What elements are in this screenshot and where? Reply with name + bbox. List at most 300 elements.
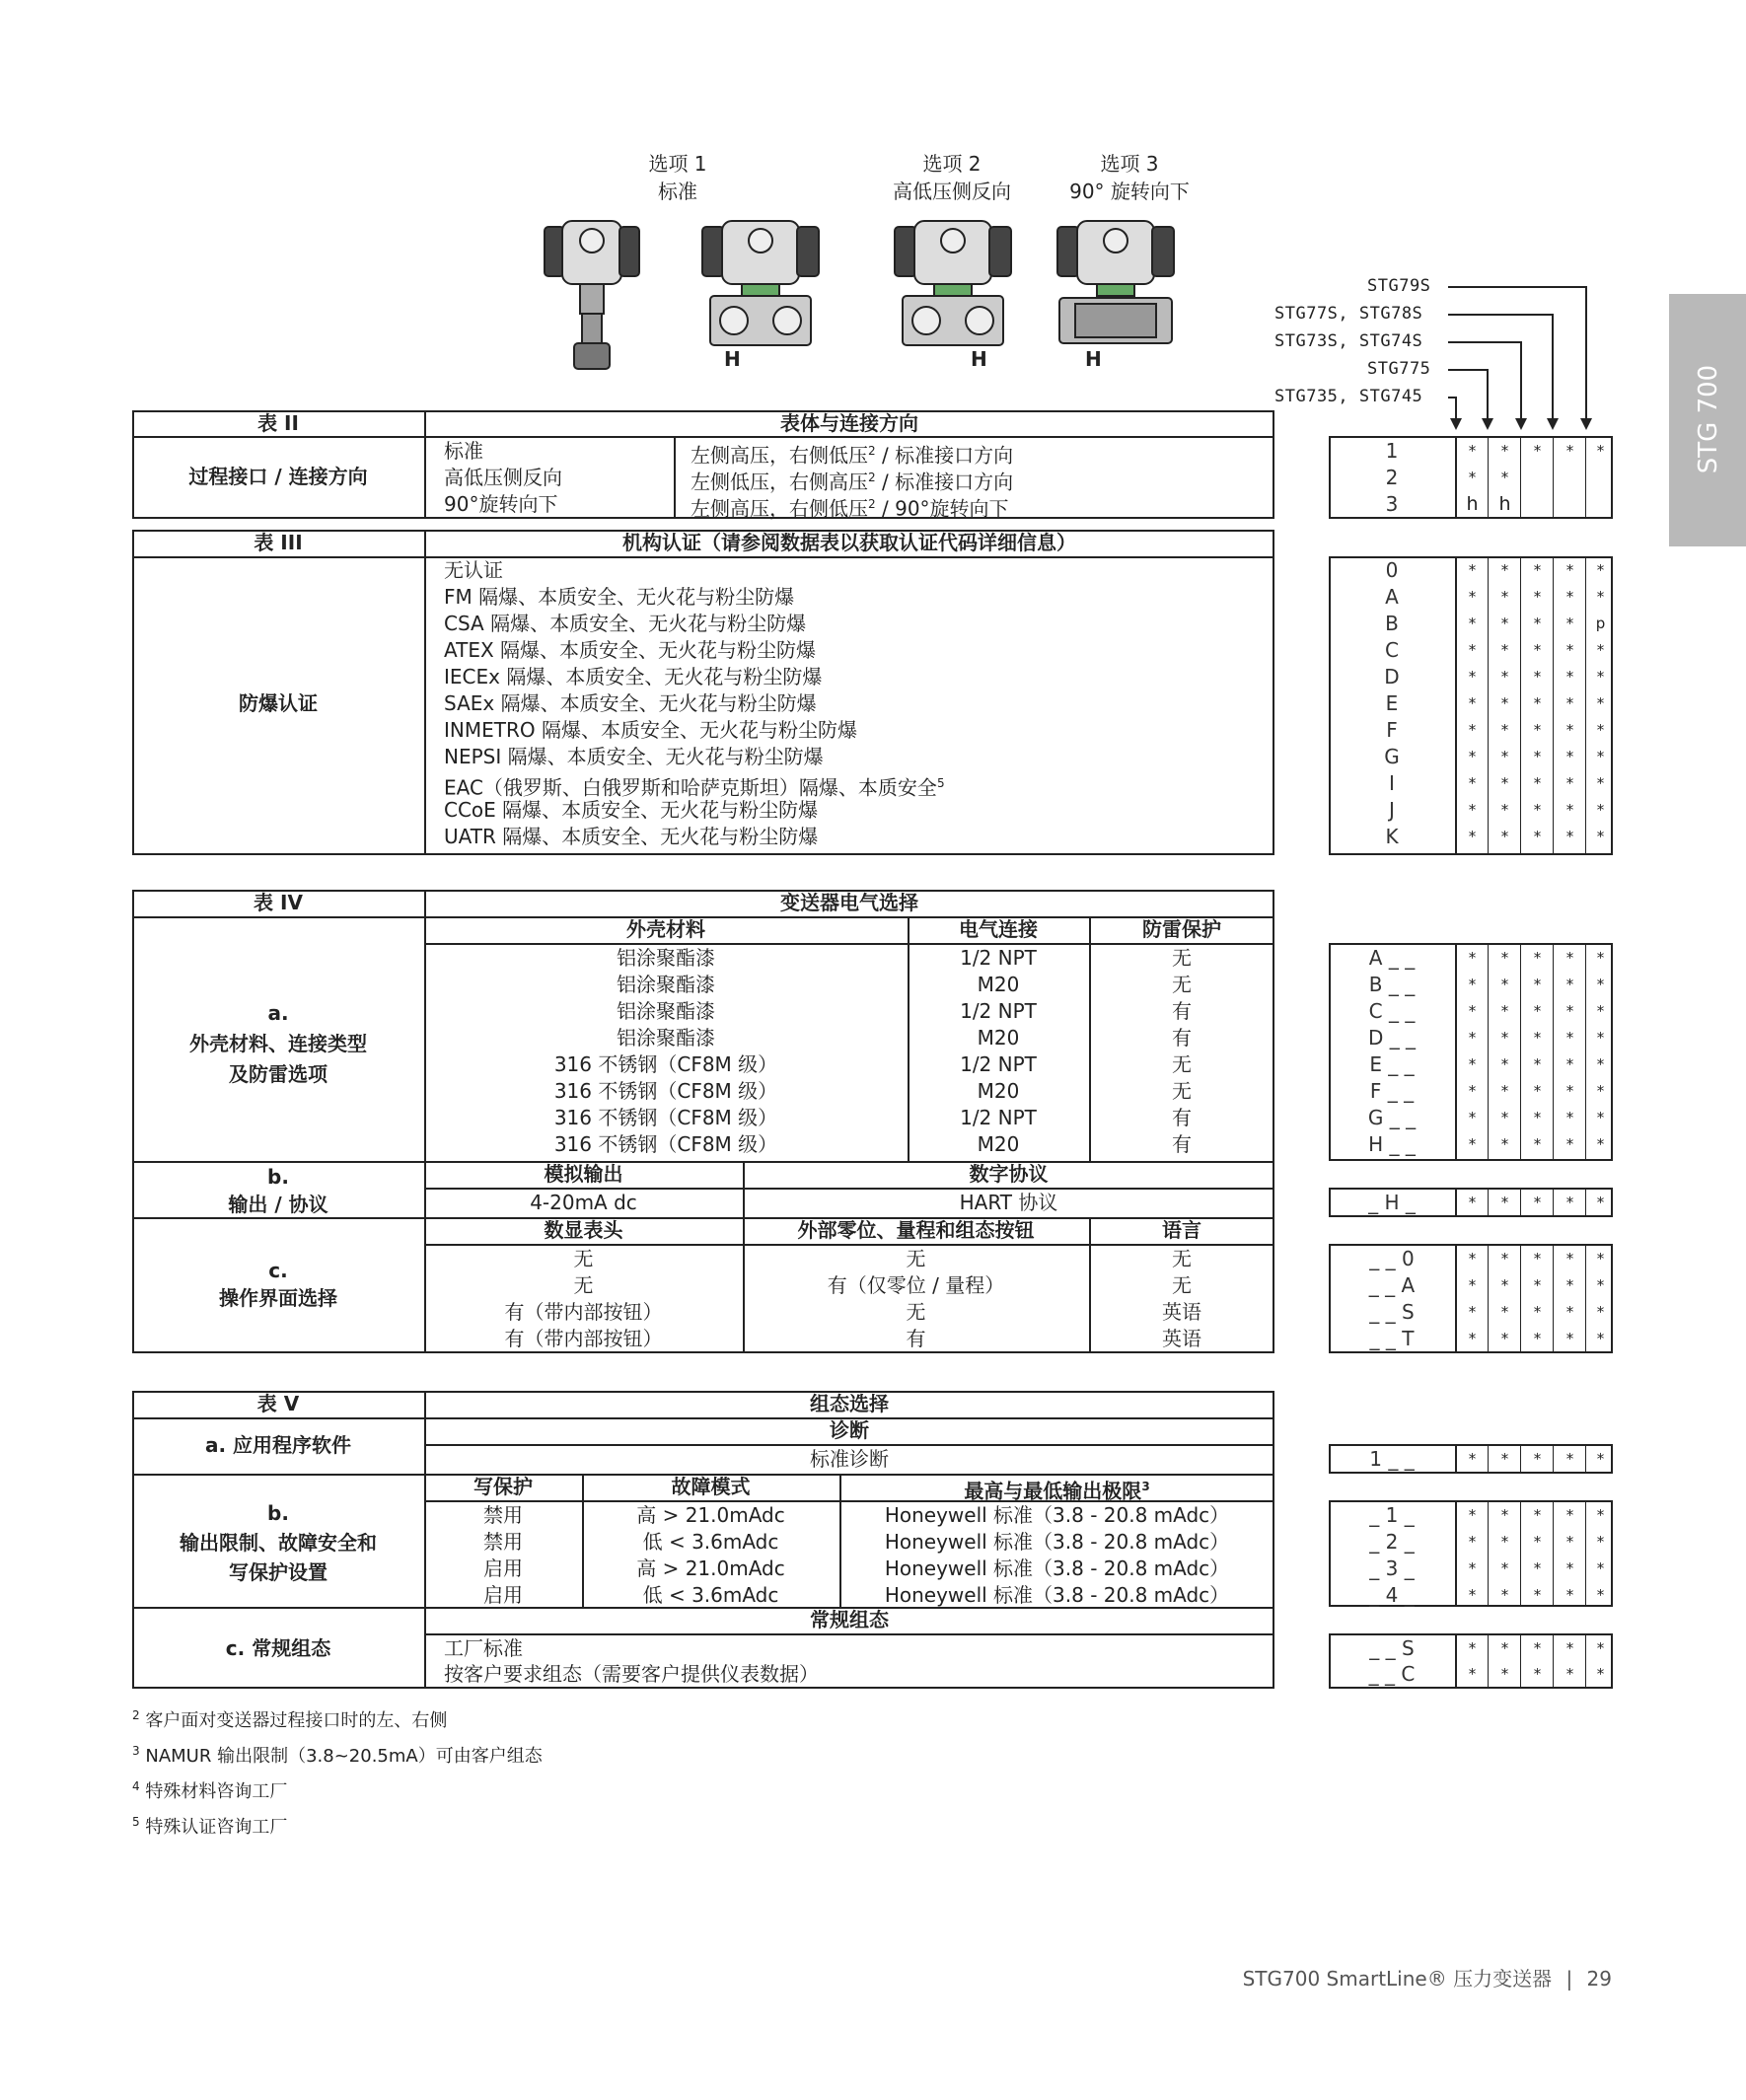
- housing-material: 铝涂聚酯漆: [617, 1026, 715, 1050]
- availability-mark: *: [1500, 1250, 1509, 1267]
- option-title: 选项 2: [922, 152, 982, 176]
- option-title: 选项 1: [648, 152, 707, 176]
- availability-mark: *: [1533, 1533, 1542, 1551]
- availability-mark: *: [1565, 1082, 1574, 1100]
- availability-mark: *: [1500, 1029, 1509, 1047]
- table-label: 表 II: [257, 411, 299, 435]
- availability-mark: *: [1468, 1533, 1477, 1551]
- availability-mark: *: [1596, 442, 1605, 460]
- option-desc: 90° 旋转向下: [1069, 180, 1190, 203]
- option-code: I: [1389, 771, 1395, 795]
- electrical-connection: 1/2 NPT: [960, 999, 1037, 1023]
- availability-mark: *: [1596, 1135, 1605, 1153]
- page-number: 29: [1586, 1967, 1612, 1991]
- availability-mark: h: [1466, 493, 1479, 515]
- availability-mark: *: [1565, 801, 1574, 819]
- h-mark: H: [1085, 347, 1102, 371]
- transmitter-illustrations: [533, 217, 1203, 375]
- lightning-protection: 有: [1172, 1132, 1192, 1156]
- cert-option: CSA 隔爆、本质安全、无火花与粉尘防爆: [444, 612, 807, 635]
- availability-mark: *: [1596, 1586, 1605, 1604]
- display-option: 有（带内部按钮）: [504, 1300, 663, 1324]
- availability-mark: *: [1533, 949, 1542, 967]
- availability-mark: *: [1596, 1109, 1605, 1126]
- cert-option: IECEx 隔爆、本质安全、无火花与粉尘防爆: [444, 665, 823, 688]
- analog-output: 4-20mA dc: [530, 1191, 637, 1214]
- option-code: _ _ 0: [1369, 1247, 1415, 1270]
- footnote-ref: 5: [936, 776, 945, 790]
- availability-mark: *: [1596, 976, 1605, 993]
- option-code: F: [1386, 718, 1398, 742]
- option-code: C _ _: [1368, 999, 1416, 1023]
- desc-tail: / 90°旋转向下: [875, 496, 1009, 521]
- housing-material: 316 不锈钢（CF8M 级）: [553, 1132, 778, 1156]
- availability-mark: *: [1468, 774, 1477, 792]
- availability-mark: *: [1533, 1135, 1542, 1153]
- table-title: 变送器电气选择: [780, 891, 918, 914]
- footnote: [132, 1701, 543, 1736]
- availability-mark: *: [1500, 1665, 1509, 1683]
- availability-mark: *: [1468, 442, 1477, 460]
- option-code: _ 1 _: [1369, 1503, 1415, 1527]
- availability-mark: *: [1500, 748, 1509, 765]
- option-code: A _ _: [1368, 946, 1416, 970]
- row-label: 过程接口 / 连接方向: [188, 465, 368, 488]
- availability-mark: *: [1468, 721, 1477, 739]
- availability-mark: *: [1533, 1276, 1542, 1294]
- section-letter: c.: [268, 1259, 288, 1282]
- option-code: A: [1385, 585, 1399, 609]
- cert-option: ATEX 隔爆、本质安全、无火花与粉尘防爆: [444, 638, 817, 662]
- electrical-connection: M20: [977, 973, 1020, 996]
- desc-text: 左侧高压，右侧低压: [691, 496, 868, 521]
- availability-mark: *: [1565, 1055, 1574, 1073]
- col-header: 外部零位、量程和组态按钮: [797, 1218, 1035, 1242]
- model-label: STG77S, STG78S: [1274, 304, 1423, 324]
- availability-mark: *: [1533, 1506, 1542, 1524]
- col-header: 常规组态: [810, 1608, 889, 1631]
- availability-mark: *: [1533, 721, 1542, 739]
- section-text: 输出 / 协议: [228, 1193, 328, 1216]
- col-header: 模拟输出: [544, 1162, 623, 1186]
- footnote: [132, 1736, 543, 1772]
- option-name: 90°旋转向下: [444, 492, 558, 516]
- button-option: 有（仅零位 / 量程）: [827, 1273, 1005, 1297]
- option-code: D _ _: [1367, 1026, 1417, 1050]
- display-option: 无: [573, 1273, 594, 1297]
- table-title: 机构认证（请参阅数据表以获取认证代码详细信息）: [622, 531, 1076, 554]
- section-b-label: [132, 1163, 424, 1218]
- model-label: STG79S: [1367, 276, 1431, 296]
- availability-mark: *: [1596, 561, 1605, 579]
- availability-mark: *: [1468, 828, 1477, 845]
- section-text: 输出限制、故障安全和: [180, 1531, 377, 1555]
- cert-option: CCoE 隔爆、本质安全、无火花与粉尘防爆: [444, 798, 819, 822]
- availability-mark: *: [1565, 694, 1574, 712]
- availability-mark: *: [1468, 748, 1477, 765]
- availability-mark: *: [1500, 1559, 1509, 1577]
- availability-mark: *: [1596, 1194, 1605, 1211]
- availability-mark: *: [1533, 1303, 1542, 1321]
- availability-mark: *: [1565, 588, 1574, 606]
- option-code: 3: [1385, 492, 1399, 516]
- section-b-label: [132, 1498, 424, 1587]
- option-desc: [691, 491, 1009, 523]
- availability-mark: *: [1533, 1559, 1542, 1577]
- dp-transmitter-illustration-2: [895, 221, 1011, 345]
- footnote-text: NAMUR 输出限制（3.8~20.5mA）可由客户组态: [145, 1746, 543, 1767]
- availability-mark: *: [1533, 1330, 1542, 1347]
- availability-mark: *: [1596, 949, 1605, 967]
- table-title: 表体与连接方向: [780, 411, 918, 435]
- availability-mark: *: [1565, 1303, 1574, 1321]
- footnote-number: 3: [132, 1744, 140, 1758]
- availability-mark: *: [1468, 615, 1477, 632]
- option-code: D: [1384, 665, 1400, 688]
- availability-mark: *: [1533, 1109, 1542, 1126]
- availability-mark: *: [1565, 1665, 1574, 1683]
- option-code: K: [1385, 825, 1399, 848]
- availability-mark: *: [1596, 1533, 1605, 1551]
- dp-transmitter-illustration-3: [1057, 221, 1174, 343]
- availability-mark: *: [1596, 1330, 1605, 1347]
- cert-option: INMETRO 隔爆、本质安全、无火花与粉尘防爆: [444, 718, 857, 742]
- side-tab: [1669, 294, 1746, 546]
- config-option: 按客户要求组态（需要客户提供仪表数据）: [444, 1662, 819, 1686]
- row-label: 防爆认证: [239, 691, 318, 715]
- section-text: 及防雷选项: [229, 1062, 327, 1086]
- availability-mark: *: [1468, 1109, 1477, 1126]
- availability-mark: *: [1596, 774, 1605, 792]
- electrical-connection: 1/2 NPT: [960, 1052, 1037, 1076]
- availability-mark: *: [1468, 1135, 1477, 1153]
- footnote-ref: 2: [868, 471, 876, 484]
- page-footer: [1243, 1963, 1612, 1991]
- housing-material: 316 不锈钢（CF8M 级）: [553, 1052, 778, 1076]
- availability-mark: *: [1565, 442, 1574, 460]
- electrical-connection: 1/2 NPT: [960, 946, 1037, 970]
- availability-mark: *: [1533, 641, 1542, 659]
- diagnostics-option: 标准诊断: [810, 1447, 889, 1471]
- display-option: 无: [573, 1247, 594, 1270]
- availability-mark: *: [1500, 1450, 1509, 1468]
- availability-mark: *: [1468, 976, 1477, 993]
- availability-mark: *: [1533, 801, 1542, 819]
- col-header: 语言: [1162, 1218, 1201, 1242]
- col-header: 诊断: [830, 1418, 869, 1442]
- availability-mark: *: [1500, 1002, 1509, 1020]
- availability-mark: *: [1500, 1586, 1509, 1604]
- availability-mark: h: [1498, 493, 1511, 515]
- availability-mark: *: [1533, 748, 1542, 765]
- footnote: [132, 1807, 543, 1843]
- availability-mark: *: [1500, 1303, 1509, 1321]
- option-2-caption: [868, 150, 1036, 205]
- availability-mark: *: [1596, 801, 1605, 819]
- section-letter: b.: [267, 1501, 289, 1525]
- electrical-connection: M20: [977, 1079, 1020, 1103]
- availability-mark: *: [1565, 1029, 1574, 1047]
- availability-mark: *: [1533, 1082, 1542, 1100]
- availability-mark: *: [1500, 1330, 1509, 1347]
- housing-material: 铝涂聚酯漆: [617, 946, 715, 970]
- availability-mark: *: [1596, 1665, 1605, 1683]
- col-header: 数字协议: [969, 1162, 1049, 1186]
- availability-mark: *: [1596, 1639, 1605, 1657]
- availability-mark: *: [1468, 1029, 1477, 1047]
- availability-mark: *: [1533, 615, 1542, 632]
- availability-mark: *: [1596, 668, 1605, 686]
- lightning-protection: 有: [1172, 1026, 1192, 1050]
- availability-mark: *: [1565, 721, 1574, 739]
- availability-mark: *: [1565, 1639, 1574, 1657]
- failsafe-mode: 高 > 21.0mAdc: [636, 1557, 785, 1580]
- side-tab-label: STG 700: [1694, 364, 1723, 474]
- model-label: STG73S, STG74S: [1274, 331, 1423, 351]
- availability-mark: *: [1468, 1002, 1477, 1020]
- h-mark: H: [971, 347, 987, 371]
- availability-mark: *: [1565, 949, 1574, 967]
- availability-mark: *: [1468, 949, 1477, 967]
- language-option: 无: [1172, 1247, 1192, 1270]
- housing-material: 316 不锈钢（CF8M 级）: [553, 1079, 778, 1103]
- option-code: _ 2 _: [1369, 1530, 1415, 1554]
- electrical-connection: M20: [977, 1026, 1020, 1050]
- availability-mark: *: [1533, 668, 1542, 686]
- footnote-text: 特殊认证咨询工厂: [145, 1817, 288, 1838]
- lightning-protection: 无: [1172, 973, 1192, 996]
- availability-mark: *: [1565, 1250, 1574, 1267]
- col-header-text: 最高与最低输出极限: [964, 1479, 1142, 1503]
- availability-mark: *: [1596, 1055, 1605, 1073]
- option-code: B: [1385, 612, 1399, 635]
- button-option: 无: [906, 1300, 926, 1324]
- option-code: J: [1389, 798, 1395, 822]
- availability-mark: *: [1500, 641, 1509, 659]
- language-option: 英语: [1162, 1300, 1201, 1324]
- availability-mark: *: [1533, 442, 1542, 460]
- availability-mark: *: [1565, 976, 1574, 993]
- availability-mark: *: [1565, 615, 1574, 632]
- availability-mark: *: [1533, 561, 1542, 579]
- availability-mark: *: [1565, 828, 1574, 845]
- failsafe-mode: 低 < 3.6mAdc: [642, 1530, 779, 1554]
- availability-mark: *: [1468, 588, 1477, 606]
- footnote-text: 客户面对变送器过程接口时的左、右侧: [145, 1710, 448, 1731]
- option-name: 高低压侧反向: [444, 466, 562, 489]
- option-3-caption: [1046, 150, 1213, 205]
- availability-mark: *: [1533, 1450, 1542, 1468]
- availability-mark: *: [1468, 1506, 1477, 1524]
- availability-mark: *: [1596, 828, 1605, 845]
- availability-mark: *: [1500, 1639, 1509, 1657]
- desc-tail: / 标准接口方向: [875, 443, 1014, 468]
- availability-mark: *: [1468, 1276, 1477, 1294]
- failsafe-mode: 高 > 21.0mAdc: [636, 1503, 785, 1527]
- footnote-ref: 3: [1141, 1480, 1150, 1493]
- cert-option: FM 隔爆、本质安全、无火花与粉尘防爆: [444, 585, 795, 609]
- availability-mark: *: [1565, 774, 1574, 792]
- option-desc: 标准: [658, 180, 697, 203]
- availability-mark: *: [1596, 1450, 1605, 1468]
- availability-mark: p: [1595, 615, 1606, 632]
- availability-mark: *: [1565, 1330, 1574, 1347]
- availability-mark: *: [1468, 694, 1477, 712]
- availability-mark: *: [1500, 721, 1509, 739]
- model-arrows: [1440, 276, 1608, 434]
- section-text: 操作界面选择: [219, 1286, 337, 1310]
- footnote: [132, 1772, 543, 1807]
- option-code: 0: [1385, 558, 1399, 582]
- digital-protocol: HART 协议: [959, 1191, 1058, 1214]
- footnote-text: 特殊材料咨询工厂: [145, 1781, 288, 1802]
- write-protect: 禁用: [483, 1530, 523, 1554]
- availability-mark: *: [1500, 1533, 1509, 1551]
- availability-mark: *: [1500, 1276, 1509, 1294]
- option-code: 2: [1385, 466, 1399, 489]
- availability-mark: *: [1500, 1055, 1509, 1073]
- availability-mark: *: [1468, 801, 1477, 819]
- availability-mark: *: [1596, 1250, 1605, 1267]
- availability-mark: *: [1500, 668, 1509, 686]
- failsafe-mode: 低 < 3.6mAdc: [642, 1583, 779, 1607]
- availability-mark: *: [1533, 1029, 1542, 1047]
- section-text: 外壳材料、连接类型: [189, 1032, 367, 1055]
- col-header: 防雷保护: [1142, 917, 1221, 941]
- option-code: G: [1384, 745, 1400, 768]
- footnote-ref: 2: [868, 497, 876, 511]
- option-code: _ _ S: [1369, 1636, 1415, 1660]
- write-protect: 启用: [483, 1557, 523, 1580]
- option-code: B _ _: [1368, 973, 1416, 996]
- cert-text: EAC（俄罗斯、白俄罗斯和哈萨克斯坦）隔爆、本质安全: [444, 775, 937, 800]
- language-option: 英语: [1162, 1327, 1201, 1350]
- footnote-ref: 2: [868, 444, 876, 458]
- availability-mark: *: [1533, 588, 1542, 606]
- availability-mark: *: [1596, 588, 1605, 606]
- button-option: 无: [906, 1247, 926, 1270]
- table-label: 表 IV: [254, 891, 303, 914]
- option-code: E: [1385, 691, 1399, 715]
- availability-mark: *: [1500, 469, 1509, 486]
- output-limits: Honeywell 标准（3.8 - 20.8 mAdc）: [884, 1583, 1230, 1607]
- availability-mark: *: [1596, 1082, 1605, 1100]
- section-c-label: c. 常规组态: [225, 1636, 331, 1660]
- section-c-label: [132, 1257, 424, 1312]
- lightning-protection: 有: [1172, 999, 1192, 1023]
- availability-mark: *: [1533, 1002, 1542, 1020]
- availability-mark: *: [1596, 1029, 1605, 1047]
- availability-mark: *: [1500, 1109, 1509, 1126]
- col-header: 数显表头: [544, 1218, 623, 1242]
- availability-mark: *: [1565, 1135, 1574, 1153]
- cert-option: UATR 隔爆、本质安全、无火花与粉尘防爆: [444, 825, 819, 848]
- option-code: E _ _: [1369, 1052, 1415, 1076]
- availability-mark: *: [1500, 801, 1509, 819]
- availability-mark: *: [1468, 668, 1477, 686]
- section-a-label: [132, 998, 424, 1090]
- housing-material: 铝涂聚酯漆: [617, 973, 715, 996]
- availability-mark: *: [1500, 949, 1509, 967]
- availability-mark: *: [1533, 694, 1542, 712]
- availability-mark: *: [1565, 1586, 1574, 1604]
- housing-material: 铝涂聚酯漆: [617, 999, 715, 1023]
- availability-mark: *: [1533, 1586, 1542, 1604]
- availability-mark: *: [1500, 1506, 1509, 1524]
- availability-mark: *: [1468, 1450, 1477, 1468]
- availability-mark: *: [1468, 1586, 1477, 1604]
- option-code: _ _ A: [1368, 1273, 1416, 1297]
- col-header: 写保护: [473, 1475, 533, 1498]
- availability-mark: *: [1533, 1194, 1542, 1211]
- col-header: 电气连接: [959, 917, 1038, 941]
- section-letter: b.: [267, 1165, 289, 1189]
- section-text: 写保护设置: [229, 1560, 327, 1584]
- lightning-protection: 无: [1172, 1052, 1192, 1076]
- availability-mark: *: [1596, 1559, 1605, 1577]
- availability-mark: *: [1500, 694, 1509, 712]
- availability-mark: *: [1533, 1665, 1542, 1683]
- availability-mark: *: [1468, 1330, 1477, 1347]
- model-label: STG735, STG745: [1274, 387, 1423, 406]
- cert-option: 无认证: [444, 558, 503, 582]
- availability-mark: *: [1533, 976, 1542, 993]
- footnote-number: 2: [132, 1708, 140, 1722]
- desc-tail: / 标准接口方向: [875, 470, 1014, 494]
- availability-mark: *: [1500, 561, 1509, 579]
- language-option: 无: [1172, 1273, 1192, 1297]
- gauge-transmitter-illustration: [545, 221, 639, 369]
- availability-mark: *: [1596, 641, 1605, 659]
- availability-mark: *: [1468, 1303, 1477, 1321]
- availability-mark: *: [1565, 668, 1574, 686]
- housing-material: 316 不锈钢（CF8M 级）: [553, 1106, 778, 1129]
- availability-mark: *: [1533, 828, 1542, 845]
- lightning-protection: 无: [1172, 1079, 1192, 1103]
- option-code: _ 4 _: [1369, 1583, 1415, 1607]
- availability-mark: *: [1565, 1559, 1574, 1577]
- option-code: H _ _: [1368, 1132, 1416, 1156]
- availability-mark: *: [1500, 442, 1509, 460]
- availability-mark: *: [1500, 774, 1509, 792]
- option-code: G _ _: [1367, 1106, 1417, 1129]
- h-mark: H: [724, 347, 741, 371]
- availability-mark: *: [1565, 1002, 1574, 1020]
- availability-mark: *: [1500, 1194, 1509, 1211]
- availability-mark: *: [1565, 561, 1574, 579]
- lightning-protection: 无: [1172, 946, 1192, 970]
- availability-mark: *: [1596, 694, 1605, 712]
- lightning-protection: 有: [1172, 1106, 1192, 1129]
- write-protect: 禁用: [483, 1503, 523, 1527]
- availability-mark: *: [1468, 1082, 1477, 1100]
- availability-mark: *: [1468, 1559, 1477, 1577]
- option-code: 1 _ _: [1369, 1447, 1415, 1471]
- availability-mark: *: [1565, 1194, 1574, 1211]
- availability-mark: *: [1596, 748, 1605, 765]
- section-a-label: a. 应用程序软件: [204, 1433, 352, 1457]
- option-code: _ _ T: [1369, 1327, 1415, 1350]
- desc-text: 左侧高压，右侧低压: [691, 443, 868, 468]
- availability-mark: *: [1596, 1303, 1605, 1321]
- availability-mark: *: [1565, 1533, 1574, 1551]
- write-protect: 启用: [483, 1583, 523, 1607]
- availability-mark: *: [1500, 588, 1509, 606]
- availability-mark: *: [1468, 1639, 1477, 1657]
- footer-title: STG700 SmartLine® 压力变送器: [1242, 1967, 1553, 1991]
- availability-mark: *: [1596, 1002, 1605, 1020]
- option-1-caption: [604, 150, 752, 205]
